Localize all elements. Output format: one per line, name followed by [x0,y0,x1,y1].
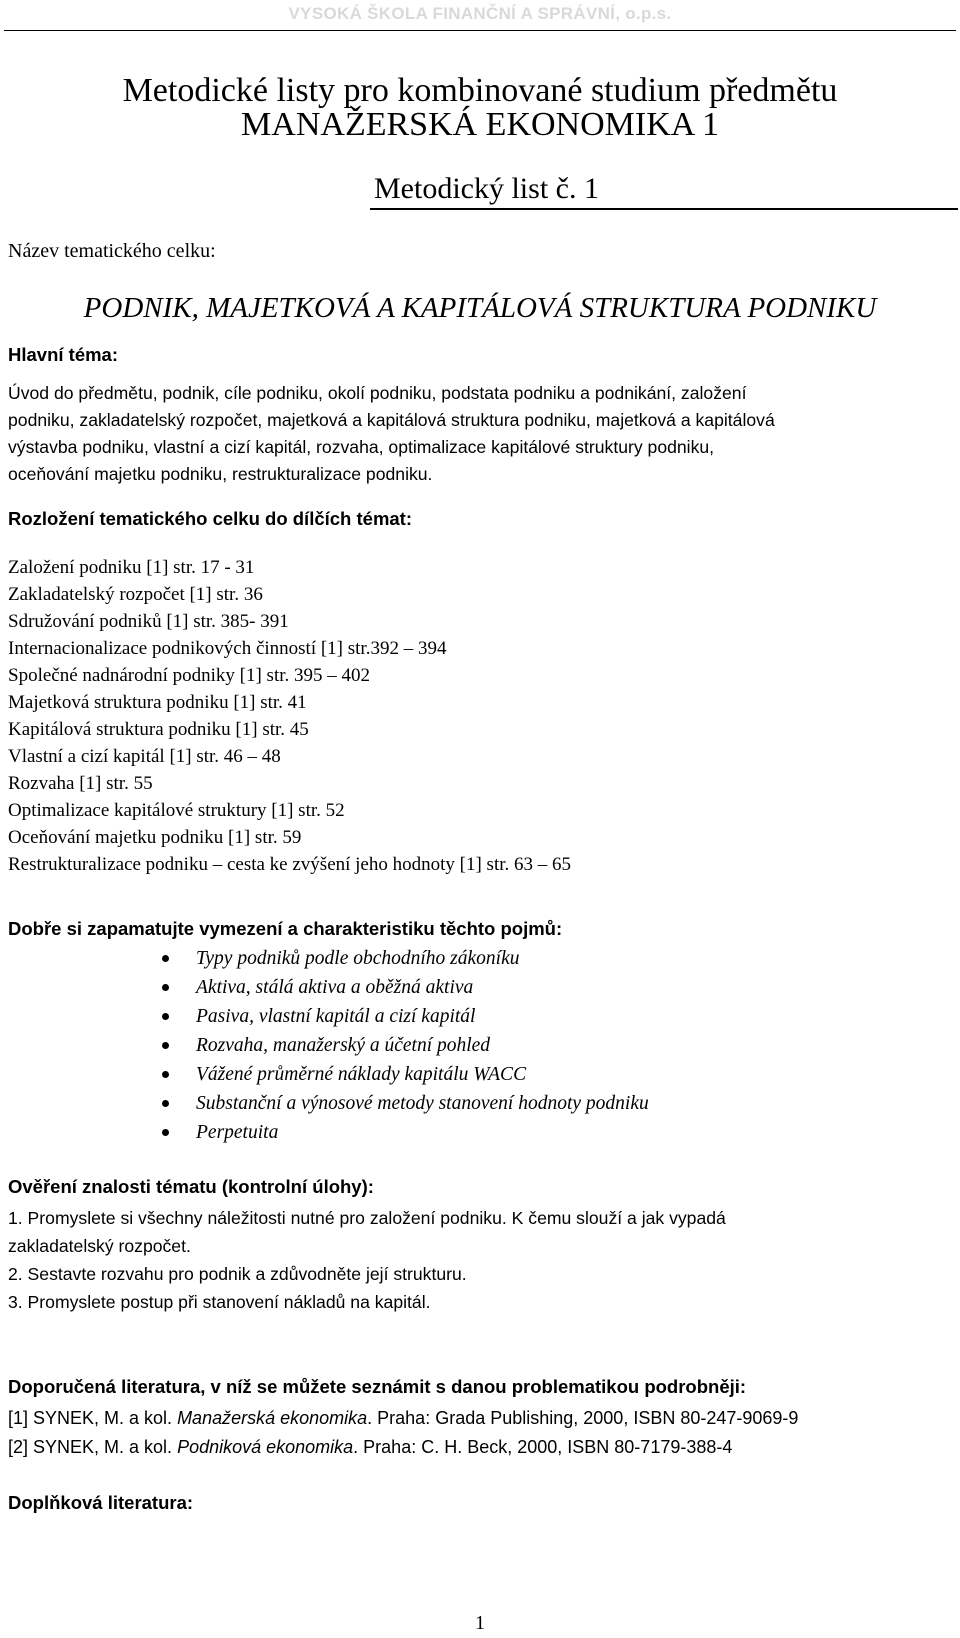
breakdown-heading: Rozložení tematického celku do dílčích témat: [8,508,413,529]
concept-text: Typy podniků podle obchodního zákoníku [196,948,520,969]
list-item: Majetková struktura podniku [1] str. 41 [8,692,307,713]
check-tasks [8,1204,952,1316]
school-header: VYSOKÁ ŠKOLA FINANČNÍ A SPRÁVNÍ, o.p.s. [288,4,672,23]
list-item: Rozvaha [1] str. 55 [8,773,153,794]
literature-list [8,1404,798,1462]
list-item [140,1060,649,1089]
main-topic-line: výstavba podniku, vlastní a cizí kapitál, rozvaha, optimalizace kapitálové struktury podniku, [8,437,715,457]
concepts-list [140,944,649,1147]
supplementary-heading: Doplňková literatura: [8,1492,194,1513]
unit-label: Název tematického celku: [8,240,216,262]
bullet-icon [162,1013,169,1020]
main-topic-line: podniku, zakladatelský rozpočet, majetková a kapitálová struktura podniku, majetková a kapitálová [8,410,775,430]
reference-prefix: [1] SYNEK, M. a kol. [8,1408,178,1428]
bullet-icon [162,1042,169,1049]
concept-text: Pasiva, vlastní kapitál a cizí kapitál [196,1006,476,1027]
list-item [140,973,649,1002]
list-item [140,1031,649,1060]
document-title-line1: Metodické listy pro kombinované studium předmětu [122,72,838,109]
reference-title: Podniková ekonomika [177,1437,354,1457]
reference-suffix: . Praha: C. H. Beck, 2000, ISBN 80-7179-388-4 [353,1437,733,1457]
sheet-rule [370,208,958,210]
concept-text: Rozvaha, manažerský a účetní pohled [196,1035,491,1056]
reference-suffix: . Praha: Grada Publishing, 2000, ISBN 80-247-9069-9 [367,1408,799,1428]
check-heading: Ověření znalosti tématu (kontrolní úlohy): [8,1176,374,1197]
concepts-heading: Dobře si zapamatujte vymezení a charakteristiku těchto pojmů: [8,918,563,939]
bullet-icon [162,1100,169,1107]
task-line: zakladatelský rozpočet. [8,1236,191,1256]
sheet-label: Metodický list č. 1 [374,172,599,205]
concept-text: Perpetuita [196,1122,279,1143]
document-title-line2: MANAŽERSKÁ EKONOMIKA 1 [241,106,719,143]
list-item [140,1118,649,1147]
main-topic-heading: Hlavní téma: [8,344,119,365]
reference-prefix: [2] SYNEK, M. a kol. [8,1437,178,1457]
page-number: 1 [475,1612,485,1634]
bullet-icon [162,1129,169,1136]
concept-text: Aktiva, stálá aktiva a oběžná aktiva [196,977,474,998]
main-topic-line: Úvod do předmětu, podnik, cíle podniku, okolí podniku, podstata podniku a podnikání, založení [8,383,747,403]
bullet-icon [162,984,169,991]
list-item [140,1089,649,1118]
list-item: Založení podniku [1] str. 17 - 31 [8,557,255,578]
list-item: Zakladatelský rozpočet [1] str. 36 [8,584,263,605]
task-line: 2. Sestavte rozvahu pro podnik a zdůvodněte její strukturu. [8,1264,467,1284]
reference-item [8,1404,798,1433]
main-topic-paragraph [8,380,952,488]
unit-title: PODNIK, MAJETKOVÁ A KAPITÁLOVÁ STRUKTURA PODNIKU [83,292,877,324]
task-line: 1. Promyslete si všechny náležitosti nutné pro založení podniku. K čemu slouží a jak vypadá [8,1208,726,1228]
list-item: Kapitálová struktura podniku [1] str. 45 [8,719,309,740]
reference-item [8,1433,798,1462]
list-item [140,1002,649,1031]
list-item: Vlastní a cizí kapitál [1] str. 46 – 48 [8,746,281,767]
bullet-icon [162,1071,169,1078]
list-item: Společné nadnárodní podniky [1] str. 395 – 402 [8,665,371,686]
main-topic-line: oceňování majetku podniku, restrukturalizace podniku. [8,464,433,484]
list-item: Internacionalizace podnikových činností [1] str.392 – 394 [8,638,447,659]
concept-text: Substanční a výnosové metody stanovení hodnoty podniku [196,1093,649,1114]
bullet-icon [162,955,169,962]
list-item: Oceňování majetku podniku [1] str. 59 [8,827,302,848]
breakdown-list [8,554,571,878]
literature-heading: Doporučená literatura, v níž se můžete seznámit s danou problematikou podrobněji: [8,1376,747,1397]
reference-title: Manažerská ekonomika [177,1408,368,1428]
header-rule [4,30,956,31]
list-item: Restrukturalizace podniku – cesta ke zvýšení jeho hodnoty [1] str. 63 – 65 [8,854,572,875]
list-item [140,944,649,973]
concept-text: Vážené průměrné náklady kapitálu WACC [196,1064,527,1085]
list-item: Optimalizace kapitálové struktury [1] str. 52 [8,800,345,821]
list-item: Sdružování podniků [1] str. 385- 391 [8,611,289,632]
task-line: 3. Promyslete postup při stanovení nákladů na kapitál. [8,1292,431,1312]
